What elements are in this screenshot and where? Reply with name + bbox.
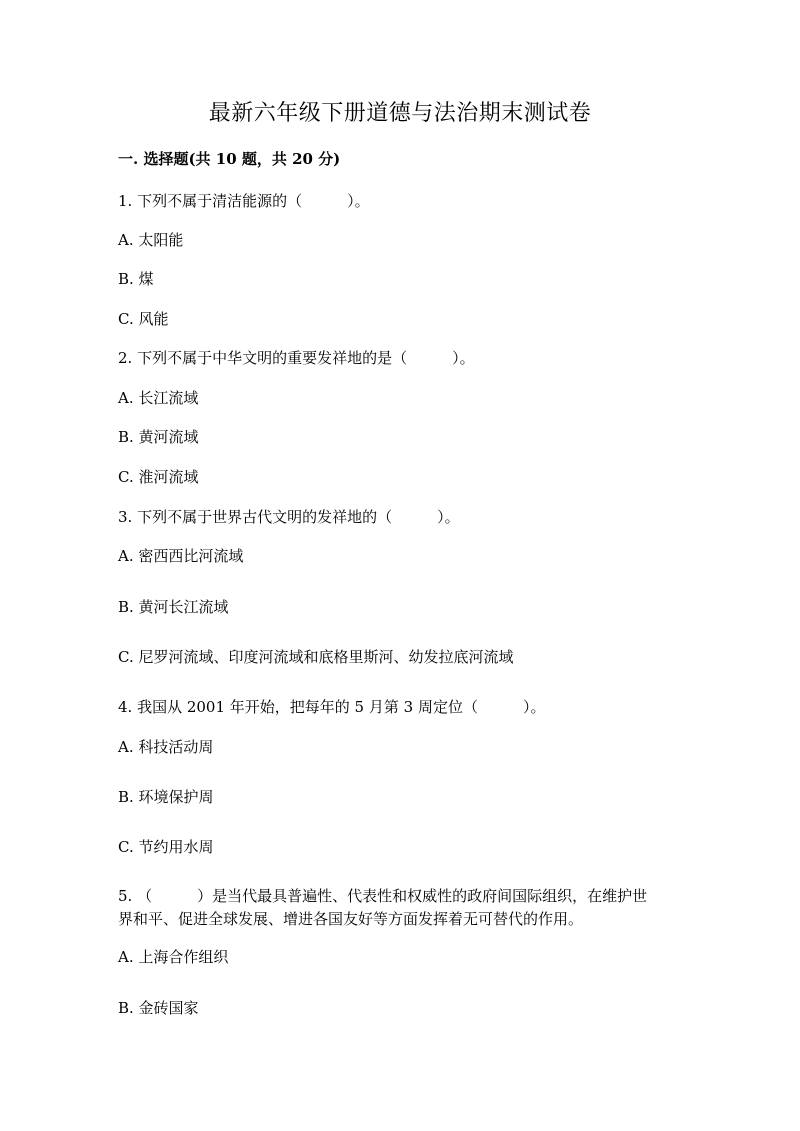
- question-4-option-a: A. 科技活动周: [118, 738, 214, 756]
- page-title: 最新六年级下册道德与法治期末测试卷: [208, 101, 592, 126]
- question-3-stem: 3. 下列不属于世界古代文明的发祥地的（ ）。: [118, 508, 460, 526]
- question-5-stem-line-1: 5. （ ）是当代最具普遍性、代表性和权威性的政府间国际组织，在维护世: [118, 887, 648, 905]
- question-5-stem-line-2: 界和平、促进全球发展、增进各国友好等方面发挥着无可替代的作用。: [118, 910, 584, 928]
- question-3-option-b: B. 黄河长江流域: [118, 598, 229, 616]
- question-1-stem: 1. 下列不属于清洁能源的（ ）。: [118, 192, 370, 210]
- question-4-stem: 4. 我国从 2001 年开始，把每年的 5 月第 3 周定位（ ）。: [118, 698, 546, 716]
- question-1-option-b: B. 煤: [118, 270, 154, 288]
- section-heading: 一. 选择题(共 10 题，共 20 分): [118, 150, 341, 168]
- question-5-option-b: B. 金砖国家: [118, 999, 199, 1017]
- question-3-option-a: A. 密西西比河流域: [118, 547, 244, 565]
- question-2-option-c: C. 淮河流域: [118, 468, 199, 486]
- question-2-option-b: B. 黄河流域: [118, 428, 199, 446]
- question-3-option-c: C. 尼罗河流域、印度河流域和底格里斯河、幼发拉底河流域: [118, 648, 514, 666]
- question-4-option-b: B. 环境保护周: [118, 788, 214, 806]
- question-1-option-a: A. 太阳能: [118, 231, 184, 249]
- question-1-option-c: C. 风能: [118, 310, 169, 328]
- question-2-option-a: A. 长江流域: [118, 389, 199, 407]
- question-4-option-c: C. 节约用水周: [118, 838, 214, 856]
- question-5-option-a: A. 上海合作组织: [118, 948, 229, 966]
- question-2-stem: 2. 下列不属于中华文明的重要发祥地的是（ ）。: [118, 349, 475, 367]
